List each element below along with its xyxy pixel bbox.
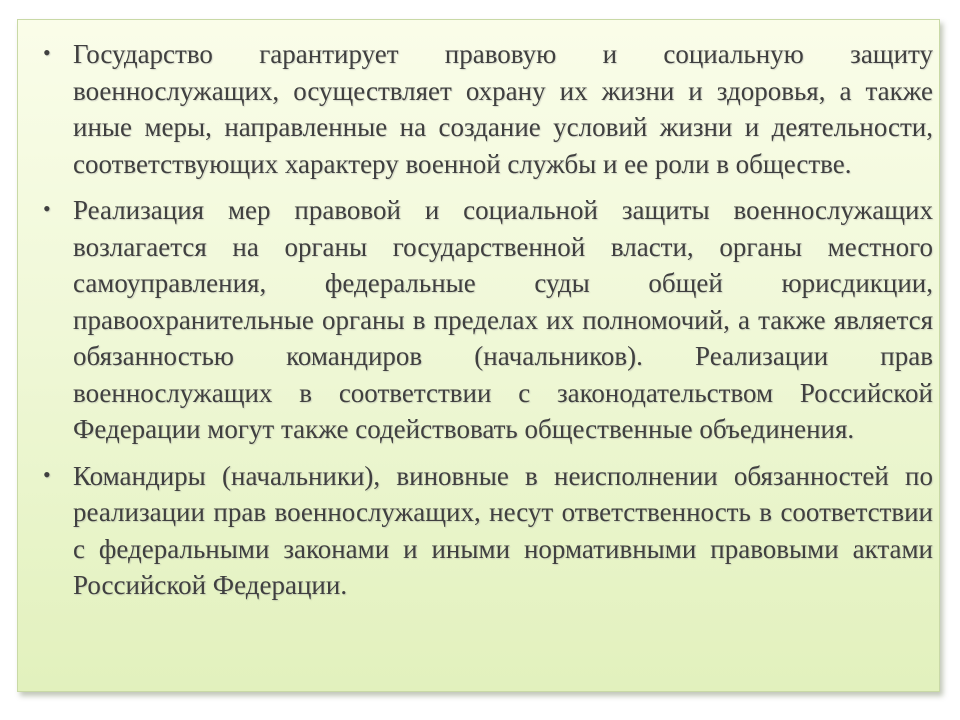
text-panel [17, 19, 940, 692]
bullet-text: Реализация мер правовой и социальной защиты военнослужащих возлагается на органы государственной власти, органы местного самоуправления, федеральные суды общей юрисдикции, правоохранительные органы в пределах их полномочий, а также является обязанностью командиров (начальников). Реализации прав военнослужащих в соответствии с законодательством Российской Федерации могут также содействовать общественные объединения. [73, 195, 933, 444]
bullet-item [43, 192, 933, 448]
bullet-marker: • [43, 461, 51, 487]
bullet-text: Государство гарантирует правовую и социальную защиту военнослужащих, осуществляет охрану их жизни и здоровья, а также иные меры, направленные на создание условий жизни и деятельности, соответствующих характеру военной службы и ее роли в обществе. [73, 39, 933, 179]
bullet-item [43, 458, 933, 604]
bullet-marker: • [43, 40, 51, 65]
bullet-text: Командиры (начальники), виновные в неисполнении обязанностей по реализации прав военнослужащих, несут ответственность в соответствии с федеральными законами и иными нормативными правовыми актами Российской Федерации. [73, 460, 933, 600]
bullet-item [43, 36, 933, 182]
bullet-marker: • [43, 196, 51, 221]
bullet-list [43, 36, 933, 614]
